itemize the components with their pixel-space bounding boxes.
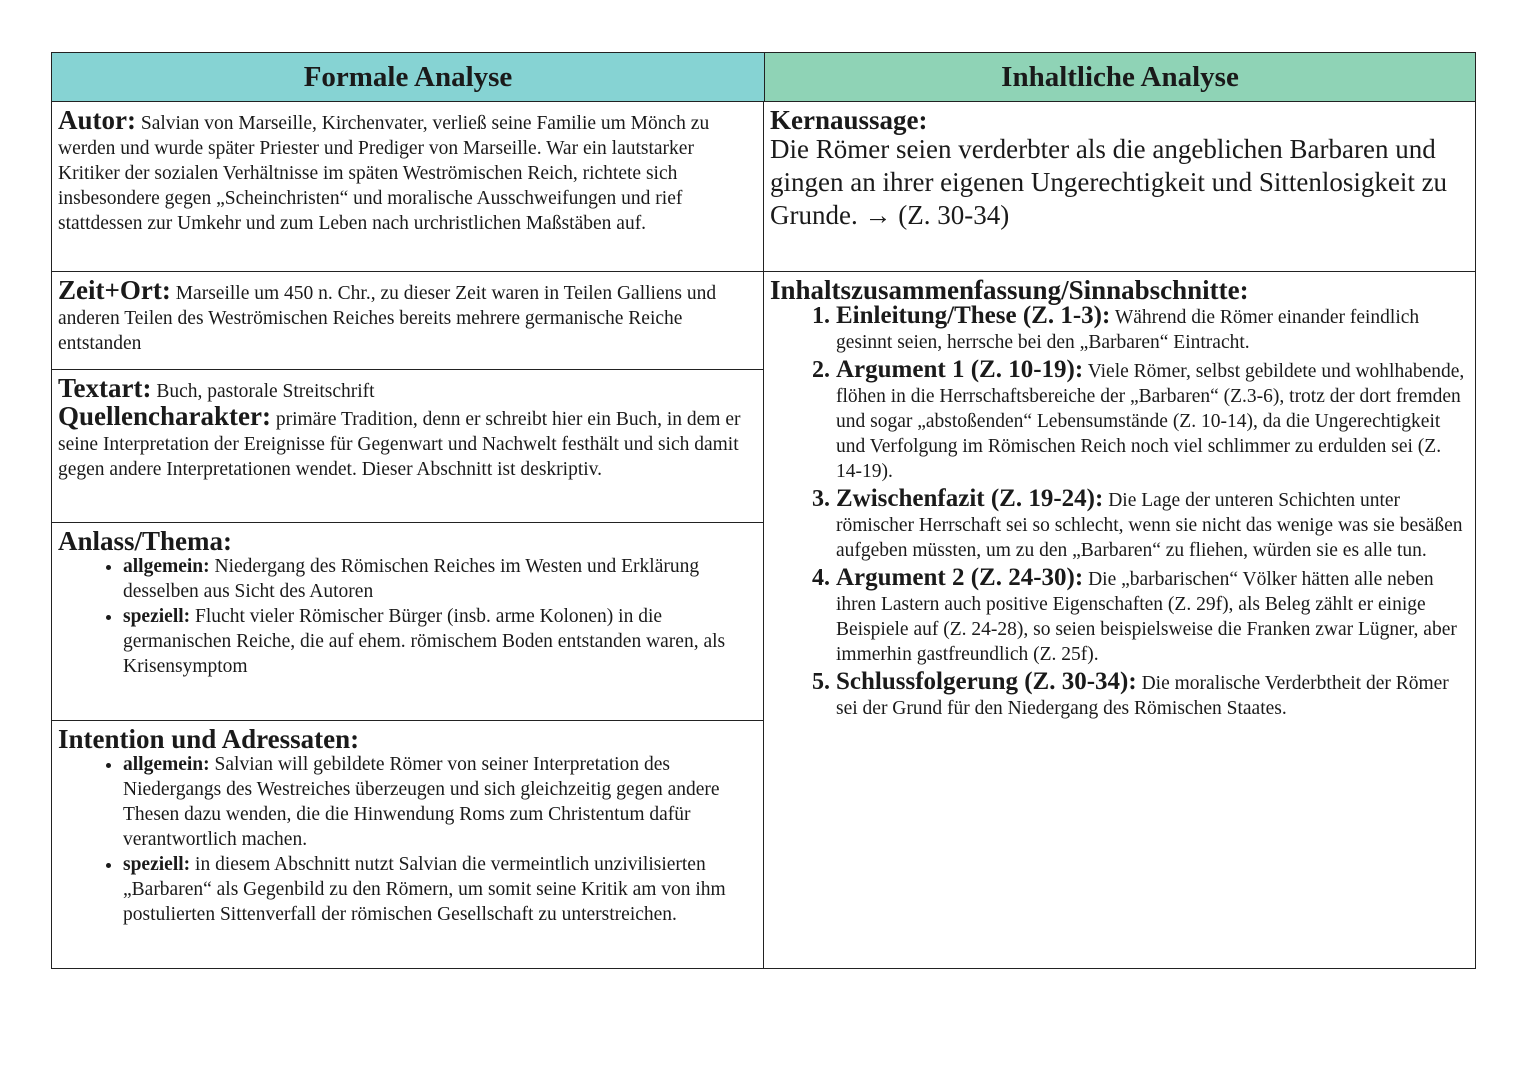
kernaussage-label: Kernaussage: (770, 105, 928, 135)
textart-text: Buch, pastorale Streitschrift (156, 381, 375, 402)
content-column (764, 102, 1475, 968)
analysis-table (51, 52, 1476, 969)
quellencharakter-label: Quellencharakter: (58, 401, 271, 431)
anlass-label: Anlass/Thema: (58, 526, 233, 556)
inhalt-label: Inhaltszusammenfassung/Sinnabschnitte: (770, 275, 1249, 305)
textart-label: Textart: (58, 373, 152, 403)
list-item (836, 565, 1469, 667)
autor-label: Autor: (58, 105, 136, 135)
list-item (836, 486, 1469, 563)
header-formale-analyse: Formale Analyse (52, 53, 765, 101)
item-title: Schlussfolgerung (Z. 30-34): (836, 668, 1137, 695)
table-header-row (52, 53, 1475, 102)
item-key: speziell: (123, 606, 191, 627)
item-text: in diesem Abschnitt nutzt Salvian die vermeintlich unzivilisierten „Barbaren“ als Gegenbild zu den Römern, um somit seine Kritik am von ihm postulierten Sittenverfall der römischen Gesellschaft zu unterstreichen. (123, 854, 726, 925)
item-title: Argument 2 (Z. 24-30): (836, 564, 1084, 591)
table-body (52, 102, 1475, 968)
kernaussage-text: Die Römer seien verderbter als die angeblichen Barbaren und gingen an ihrer eigenen Ungerechtigkeit und Sittenlosigkeit zu Grunde. → (Z. 30-34) (770, 134, 1448, 230)
list-item (123, 752, 757, 852)
zeit-ort-label: Zeit+Ort: (58, 275, 171, 305)
list-item (123, 554, 757, 604)
textart-cell (52, 370, 763, 523)
formal-column (52, 102, 764, 968)
inhalt-cell (764, 272, 1475, 727)
anlass-list (58, 554, 757, 679)
item-text: Viele Römer, selbst gebildete und wohlhabende, flöhen in die Herrschaftsbereiche der „Barbaren“ (Z.3-6), trotz der dort fremden und sogar „abstoßenden“ Lebensumstände (Z. 10-14), da die Ungerechtigkeit und Verfolgung im Römischen Reich noch viel schlimmer zu erdulden sei (Z. 14-19). (836, 361, 1465, 482)
zeit-ort-text: Marseille um 450 n. Chr., zu dieser Zeit waren in Teilen Galliens und anderen Teilen des Weströmischen Reiches bereits mehrere germanische Reiche entstanden (58, 283, 717, 354)
autor-cell (52, 102, 763, 272)
item-key: allgemein: (123, 754, 210, 775)
item-text: Salvian will gebildete Römer von seiner Interpretation des Niedergangs des Westreiches überzeugen und sich gleichzeitig gegen andere Thesen dazu wenden, die die Hinwendung Roms zum Christentum dafür verantwortlich machen. (123, 754, 720, 850)
item-title: Einleitung/These (Z. 1-3): (836, 302, 1111, 329)
item-text: Die „barbarischen“ Völker hätten alle neben ihren Lastern auch positive Eigenschaften (Z. 29f), als Beleg zählt er einige Beispiele auf (Z. 24-28), so seien beispielsweise die Franken zwar Lügner, aber immerhin gastfreundlich (Z. 25f). (836, 569, 1457, 665)
list-item (836, 357, 1469, 484)
intention-label: Intention und Adressaten: (58, 724, 360, 754)
list-item (836, 669, 1469, 721)
item-key: allgemein: (123, 556, 210, 577)
item-text: Während die Römer einander feindlich gesinnt seien, herrsche bei den „Barbaren“ Eintracht. (836, 307, 1420, 353)
item-key: speziell: (123, 854, 191, 875)
zeit-ort-cell (52, 272, 763, 370)
item-text: Flucht vieler Römischer Bürger (insb. arme Kolonen) in die germanischen Reiche, die auf ehem. römischem Boden entstanden waren, als Krisensymptom (123, 606, 726, 677)
item-text: Niedergang des Römischen Reiches im Westen und Erklärung desselben aus Sicht des Autoren (123, 556, 700, 602)
item-title: Argument 1 (Z. 10-19): (836, 356, 1084, 383)
item-title: Zwischenfazit (Z. 19-24): (836, 485, 1104, 512)
intention-list (58, 752, 757, 927)
list-item (123, 604, 757, 679)
list-item (836, 303, 1469, 355)
sinnabschnitte-list (770, 303, 1469, 721)
intention-cell (52, 721, 763, 968)
kernaussage-cell (764, 102, 1475, 272)
quellencharakter-text: primäre Tradition, denn er schreibt hier ein Buch, in dem er seine Interpretation der Ereignisse für Gegenwart und Nachwelt festhält und sich damit gegen andere Interpretationen wendet. Dieser Abschnitt ist deskriptiv. (58, 409, 741, 480)
header-inhaltliche-analyse: Inhaltliche Analyse (765, 53, 1475, 101)
item-text: Die moralische Verderbtheit der Römer sei der Grund für den Niedergang des Römischen Staates. (836, 673, 1449, 719)
list-item (123, 852, 757, 927)
autor-text: Salvian von Marseille, Kirchenvater, verließ seine Familie um Mönch zu werden und wurde später Priester und Prediger von Marseille. War ein lautstarker Kritiker der sozialen Verhältnisse im späten Weströmischen Reich, richtete sich insbesondere gegen „Scheinchristen“ und moralische Ausschweifungen und rief stattdessen zur Umkehr und zum Leben nach urchristlichen Maßstäben auf. (58, 113, 710, 234)
anlass-cell (52, 523, 763, 721)
item-text: Die Lage der unteren Schichten unter römischer Herrschaft sei so schlecht, wenn sie nicht das wenige was sie besäßen aufgeben müssten, um zu den „Barbaren“ zu fliehen, würden sie es alle tun. (836, 490, 1463, 561)
